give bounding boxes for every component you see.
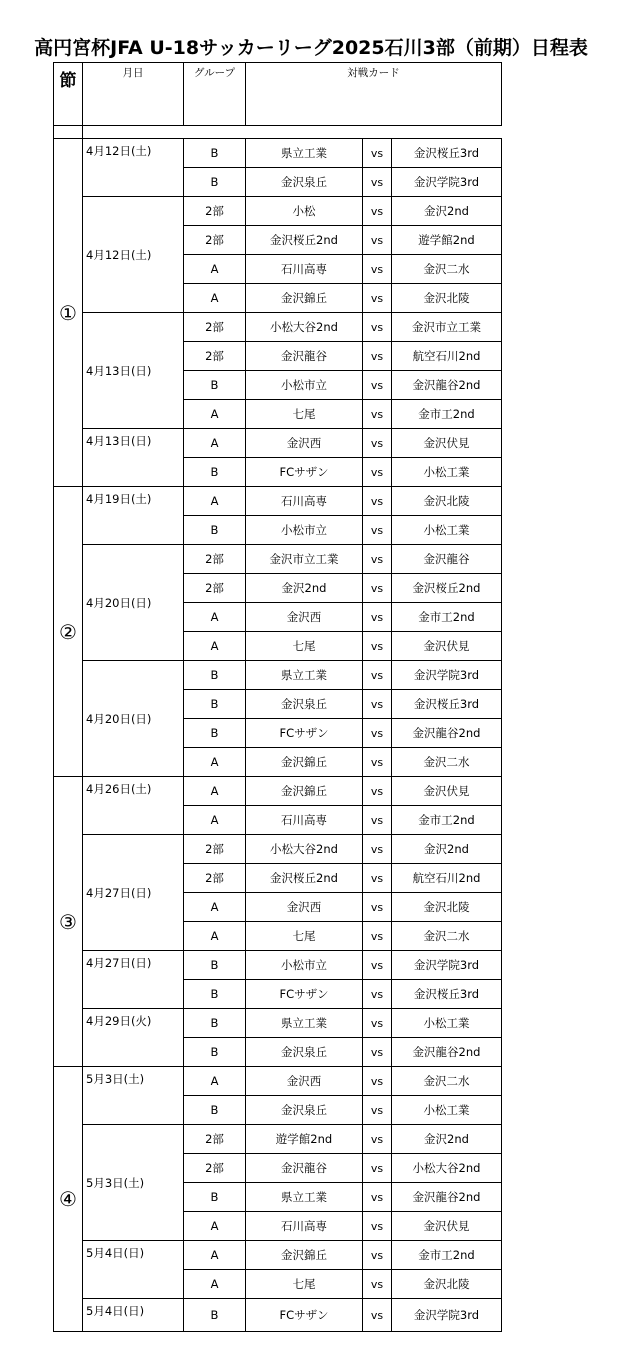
home-team: 金沢泉丘 — [246, 1096, 363, 1125]
away-team: 小松工業 — [392, 516, 502, 545]
match-group: B — [184, 516, 246, 545]
vs-label: vs — [363, 893, 392, 922]
home-team: 金沢泉丘 — [246, 168, 363, 197]
match-row — [54, 1299, 502, 1332]
away-team: 金沢龍谷2nd — [392, 1038, 502, 1067]
away-team: 小松大谷2nd — [392, 1154, 502, 1183]
away-team: 金沢学院3rd — [392, 661, 502, 690]
match-date: 5月4日(日) — [83, 1299, 184, 1332]
match-date: 4月19日(土) — [83, 487, 184, 545]
vs-label: vs — [363, 1125, 392, 1154]
away-team: 金市工2nd — [392, 806, 502, 835]
home-team: 金沢錦丘 — [246, 284, 363, 313]
away-team: 小松工業 — [392, 1096, 502, 1125]
match-group: B — [184, 1038, 246, 1067]
away-team: 金沢学院3rd — [392, 168, 502, 197]
vs-label: vs — [363, 168, 392, 197]
away-team: 金沢龍谷2nd — [392, 719, 502, 748]
match-group: 2部 — [184, 226, 246, 255]
match-group: B — [184, 1009, 246, 1038]
round-number: ③ — [54, 777, 83, 1067]
away-team: 金沢伏見 — [392, 632, 502, 661]
away-team: 小松工業 — [392, 458, 502, 487]
away-team: 金市工2nd — [392, 400, 502, 429]
home-team: 七尾 — [246, 400, 363, 429]
match-group: A — [184, 777, 246, 806]
match-group: A — [184, 893, 246, 922]
home-team: 七尾 — [246, 632, 363, 661]
match-group: 2部 — [184, 574, 246, 603]
match-row — [54, 661, 502, 690]
match-group: B — [184, 139, 246, 168]
away-team: 小松工業 — [392, 1009, 502, 1038]
home-team: 金沢龍谷 — [246, 342, 363, 371]
match-row — [54, 1067, 502, 1096]
away-team: 航空石川2nd — [392, 864, 502, 893]
home-team: 石川高専 — [246, 487, 363, 516]
match-group: B — [184, 1183, 246, 1212]
match-row — [54, 313, 502, 342]
vs-label: vs — [363, 603, 392, 632]
home-team: 小松市立 — [246, 516, 363, 545]
away-team: 金市工2nd — [392, 1241, 502, 1270]
vs-label: vs — [363, 545, 392, 574]
away-team: 金沢二水 — [392, 255, 502, 284]
vs-label: vs — [363, 806, 392, 835]
match-date: 4月13日(日) — [83, 429, 184, 487]
vs-label: vs — [363, 400, 392, 429]
vs-label: vs — [363, 139, 392, 168]
vs-label: vs — [363, 429, 392, 458]
vs-label: vs — [363, 632, 392, 661]
vs-label: vs — [363, 922, 392, 951]
vs-label: vs — [363, 1038, 392, 1067]
match-date: 4月20日(日) — [83, 661, 184, 777]
home-team: 金沢2nd — [246, 574, 363, 603]
vs-label: vs — [363, 371, 392, 400]
away-team: 金沢2nd — [392, 197, 502, 226]
match-group: A — [184, 603, 246, 632]
match-group: B — [184, 719, 246, 748]
home-team: 金沢西 — [246, 1067, 363, 1096]
match-row — [54, 951, 502, 980]
match-group: A — [184, 748, 246, 777]
match-group: A — [184, 255, 246, 284]
header-match-card: 対戦カード — [246, 63, 502, 126]
match-group: B — [184, 168, 246, 197]
vs-label: vs — [363, 661, 392, 690]
away-team: 金市工2nd — [392, 603, 502, 632]
match-group: B — [184, 951, 246, 980]
away-team: 金沢龍谷 — [392, 545, 502, 574]
match-row — [54, 429, 502, 458]
match-group: A — [184, 429, 246, 458]
match-group: A — [184, 632, 246, 661]
match-group: B — [184, 1096, 246, 1125]
match-group: B — [184, 458, 246, 487]
match-group: 2部 — [184, 545, 246, 574]
header-date: 月日 — [83, 63, 184, 126]
header-row — [54, 63, 502, 126]
vs-label: vs — [363, 748, 392, 777]
away-team: 金沢龍谷2nd — [392, 1183, 502, 1212]
home-team: 石川高専 — [246, 1212, 363, 1241]
match-group: A — [184, 1212, 246, 1241]
vs-label: vs — [363, 342, 392, 371]
away-team: 金沢伏見 — [392, 777, 502, 806]
vs-label: vs — [363, 1067, 392, 1096]
match-group: A — [184, 922, 246, 951]
away-team: 金沢学院3rd — [392, 1299, 502, 1332]
away-team: 金沢二水 — [392, 748, 502, 777]
match-date: 5月4日(日) — [83, 1241, 184, 1299]
match-row — [54, 1241, 502, 1270]
match-group: B — [184, 1299, 246, 1332]
vs-label: vs — [363, 690, 392, 719]
match-group: B — [184, 661, 246, 690]
match-group: A — [184, 806, 246, 835]
vs-label: vs — [363, 1096, 392, 1125]
match-group: 2部 — [184, 342, 246, 371]
match-date: 5月3日(土) — [83, 1125, 184, 1241]
home-team: 金沢龍谷 — [246, 1154, 363, 1183]
vs-label: vs — [363, 835, 392, 864]
match-date: 4月26日(土) — [83, 777, 184, 835]
match-date: 4月27日(日) — [83, 835, 184, 951]
match-row — [54, 1125, 502, 1154]
home-team: 七尾 — [246, 1270, 363, 1299]
match-group: A — [184, 1241, 246, 1270]
home-team: 金沢桜丘2nd — [246, 226, 363, 255]
match-date: 4月13日(日) — [83, 313, 184, 429]
match-date: 4月20日(日) — [83, 545, 184, 661]
home-team: 小松市立 — [246, 371, 363, 400]
match-group: 2部 — [184, 1125, 246, 1154]
match-date: 4月12日(土) — [83, 139, 184, 197]
vs-label: vs — [363, 719, 392, 748]
vs-label: vs — [363, 516, 392, 545]
home-team: 遊学館2nd — [246, 1125, 363, 1154]
vs-label: vs — [363, 1212, 392, 1241]
away-team: 金沢二水 — [392, 922, 502, 951]
schedule-table — [53, 62, 502, 1332]
home-team: 金沢泉丘 — [246, 690, 363, 719]
away-team: 金沢桜丘3rd — [392, 980, 502, 1009]
away-team: 金沢学院3rd — [392, 951, 502, 980]
home-team: 小松大谷2nd — [246, 835, 363, 864]
away-team: 金沢北陵 — [392, 1270, 502, 1299]
match-row — [54, 545, 502, 574]
match-group: A — [184, 284, 246, 313]
away-team: 金沢二水 — [392, 1067, 502, 1096]
away-team: 金沢市立工業 — [392, 313, 502, 342]
match-group: A — [184, 1067, 246, 1096]
vs-label: vs — [363, 574, 392, 603]
home-team: FCサザン — [246, 458, 363, 487]
match-row — [54, 197, 502, 226]
spacer-row — [54, 126, 502, 139]
match-group: 2部 — [184, 835, 246, 864]
vs-label: vs — [363, 458, 392, 487]
home-team: 金沢錦丘 — [246, 1241, 363, 1270]
away-team: 金沢桜丘3rd — [392, 690, 502, 719]
vs-label: vs — [363, 1270, 392, 1299]
vs-label: vs — [363, 777, 392, 806]
vs-label: vs — [363, 1183, 392, 1212]
vs-label: vs — [363, 255, 392, 284]
match-group: 2部 — [184, 313, 246, 342]
home-team: 小松 — [246, 197, 363, 226]
home-team: FCサザン — [246, 719, 363, 748]
away-team: 航空石川2nd — [392, 342, 502, 371]
vs-label: vs — [363, 197, 392, 226]
match-row — [54, 835, 502, 864]
home-team: 金沢錦丘 — [246, 777, 363, 806]
home-team: 県立工業 — [246, 139, 363, 168]
away-team: 金沢伏見 — [392, 429, 502, 458]
header-group: グループ — [184, 63, 246, 126]
home-team: 県立工業 — [246, 1183, 363, 1212]
match-row — [54, 1009, 502, 1038]
vs-label: vs — [363, 1241, 392, 1270]
home-team: 金沢錦丘 — [246, 748, 363, 777]
match-group: B — [184, 371, 246, 400]
home-team: 金沢西 — [246, 893, 363, 922]
vs-label: vs — [363, 1009, 392, 1038]
home-team: 金沢西 — [246, 603, 363, 632]
round-number: ① — [54, 139, 83, 487]
away-team: 金沢2nd — [392, 835, 502, 864]
away-team: 金沢伏見 — [392, 1212, 502, 1241]
home-team: 金沢西 — [246, 429, 363, 458]
home-team: FCサザン — [246, 1299, 363, 1332]
home-team: 金沢桜丘2nd — [246, 864, 363, 893]
away-team: 金沢桜丘2nd — [392, 574, 502, 603]
match-date: 4月27日(日) — [83, 951, 184, 1009]
home-team: 県立工業 — [246, 1009, 363, 1038]
home-team: 県立工業 — [246, 661, 363, 690]
match-group: B — [184, 690, 246, 719]
home-team: 石川高専 — [246, 255, 363, 284]
match-date: 4月29日(火) — [83, 1009, 184, 1067]
vs-label: vs — [363, 951, 392, 980]
away-team: 金沢北陵 — [392, 284, 502, 313]
round-number: ② — [54, 487, 83, 777]
away-team: 金沢2nd — [392, 1125, 502, 1154]
home-team: 金沢市立工業 — [246, 545, 363, 574]
match-group: 2部 — [184, 1154, 246, 1183]
match-date: 5月3日(土) — [83, 1067, 184, 1125]
match-group: A — [184, 487, 246, 516]
home-team: 小松大谷2nd — [246, 313, 363, 342]
home-team: 金沢泉丘 — [246, 1038, 363, 1067]
page-title: 高円宮杯JFA U-18サッカーリーグ2025石川3部（前期）日程表 — [34, 37, 588, 59]
away-team: 金沢北陵 — [392, 487, 502, 516]
match-group: 2部 — [184, 864, 246, 893]
match-group: A — [184, 1270, 246, 1299]
vs-label: vs — [363, 313, 392, 342]
vs-label: vs — [363, 1154, 392, 1183]
match-group: A — [184, 400, 246, 429]
vs-label: vs — [363, 226, 392, 255]
vs-label: vs — [363, 980, 392, 1009]
home-team: 石川高専 — [246, 806, 363, 835]
match-row — [54, 139, 502, 168]
vs-label: vs — [363, 1299, 392, 1332]
away-team: 遊学館2nd — [392, 226, 502, 255]
away-team: 金沢北陵 — [392, 893, 502, 922]
away-team: 金沢龍谷2nd — [392, 371, 502, 400]
match-date: 4月12日(土) — [83, 197, 184, 313]
vs-label: vs — [363, 487, 392, 516]
match-group: B — [184, 980, 246, 1009]
home-team: 七尾 — [246, 922, 363, 951]
vs-label: vs — [363, 864, 392, 893]
header-round: 節 — [54, 63, 83, 126]
home-team: FCサザン — [246, 980, 363, 1009]
match-group: 2部 — [184, 197, 246, 226]
round-number: ④ — [54, 1067, 83, 1332]
home-team: 小松市立 — [246, 951, 363, 980]
away-team: 金沢桜丘3rd — [392, 139, 502, 168]
match-row — [54, 487, 502, 516]
vs-label: vs — [363, 284, 392, 313]
match-row — [54, 777, 502, 806]
